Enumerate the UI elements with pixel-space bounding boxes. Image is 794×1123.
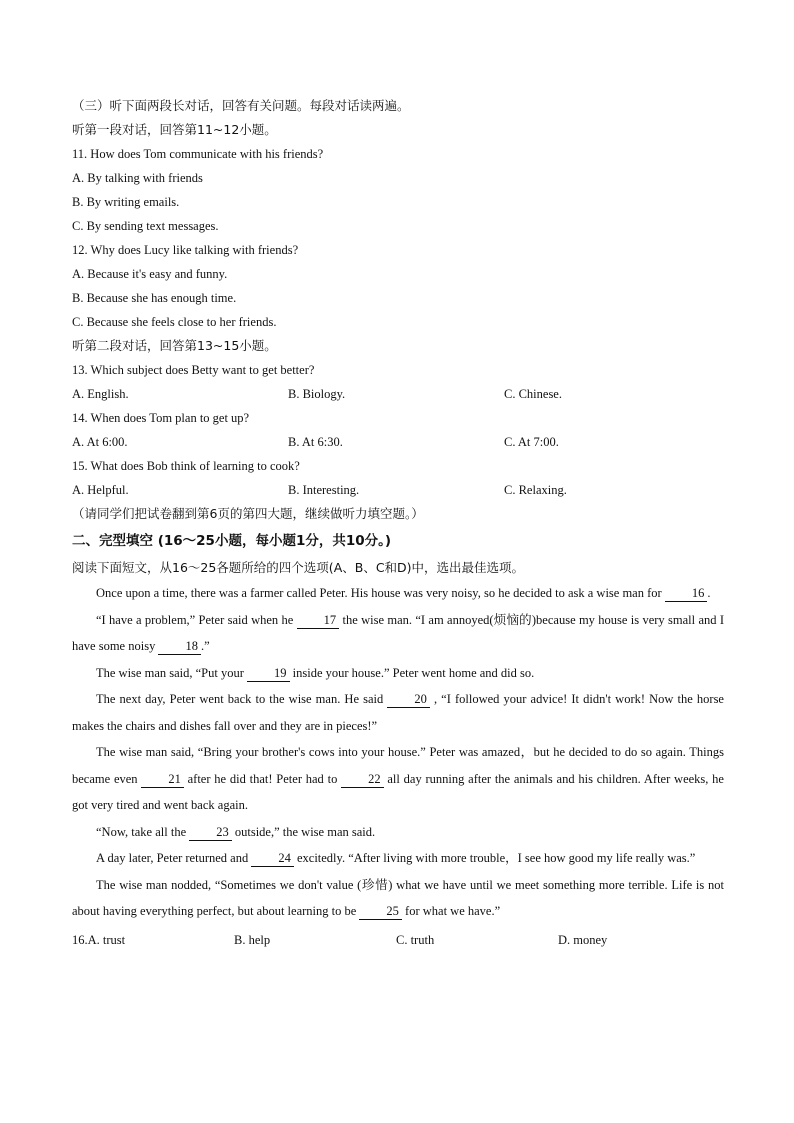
blank-22: 22 (341, 771, 384, 788)
paragraph-text: all day running after the animals and his children. After weeks, he got very tired and went back again. (72, 771, 724, 812)
q14-option-b: B. At 6:30. (288, 435, 343, 449)
q15-stem: 15. What does Bob think of learning to cook? (72, 459, 300, 473)
paragraph-text: The wise man said, “Bring your brother's cows into your house.” Peter was amazed，but he decided to do so again. Things became even (72, 745, 724, 786)
q16-options (72, 927, 724, 953)
paragraph-text: .” (200, 639, 210, 653)
q13-stem: 13. Which subject does Betty want to get better? (72, 363, 315, 377)
blank-16: 16 (665, 585, 708, 602)
q11-option-a: A. By talking with friends (72, 171, 203, 185)
q14-options (72, 430, 724, 454)
paragraph-text: outside,” the wise man said. (231, 824, 376, 839)
section3-title: （三）听下面两段长对话，回答有关问题。每段对话读两遍。 (72, 98, 410, 113)
paragraph-text: “Now, take all the (96, 824, 190, 839)
q12-option-a: A. Because it's easy and funny. (72, 267, 228, 281)
blank-25: 25 (359, 903, 402, 920)
paragraph-text: after he did that! Peter had to (183, 771, 342, 786)
cloze-paragraph-7 (72, 845, 724, 872)
blank-24: 24 (251, 850, 294, 867)
paragraph-text: Once upon a time, there was a farmer called Peter. His house was very noisy, so he decided to ask a wise man for (96, 586, 665, 600)
q16-option-c: C. truth (396, 932, 435, 947)
q15-option-b: B. Interesting. (288, 483, 360, 497)
q13-options (72, 382, 724, 406)
q14-stem: 14. When does Tom plan to get up? (72, 411, 250, 425)
cloze-paragraph-6 (72, 819, 724, 846)
q16-option-d: D. money (558, 932, 608, 947)
blank-18: 18 (158, 638, 201, 655)
paragraph-text: A day later, Peter returned and (96, 851, 252, 865)
cloze-paragraph-8 (72, 872, 724, 925)
q15-option-c: C. Relaxing. (504, 483, 567, 497)
cloze-title: 二、完型填空 (16～25小题，每小题1分，共10分。) (72, 533, 392, 549)
q15-option-a: A. Helpful. (72, 483, 129, 497)
cloze-paragraph-2 (72, 607, 724, 660)
q12-option-b: B. Because she has enough time. (72, 291, 237, 305)
q12-stem: 12. Why does Lucy like talking with friends? (72, 243, 299, 257)
q15-options (72, 478, 724, 502)
q16-option-a: 16.A. trust (72, 932, 126, 947)
cloze-instruction: 阅读下面短文，从16～25各题所给的四个选项(A、B、C和D)中，选出最佳选项。 (72, 560, 525, 575)
cloze-paragraph-4 (72, 686, 724, 739)
q13-option-c: C. Chinese. (504, 387, 562, 401)
blank-20: 20 (387, 691, 430, 708)
dialog1-intro: 听第一段对话，回答第11~12小题。 (72, 122, 277, 137)
exam-page (72, 94, 724, 953)
cloze-paragraph-5 (72, 739, 724, 819)
listening-note: （请同学们把试卷翻到第6页的第四大题，继续做听力填空题。） (72, 506, 424, 521)
paragraph-text: The wise man said, “Put your (96, 665, 248, 680)
blank-19: 19 (247, 665, 290, 682)
q13-option-a: A. English. (72, 387, 129, 401)
q14-option-a: A. At 6:00. (72, 435, 128, 449)
q13-option-b: B. Biology. (288, 387, 346, 401)
paragraph-text: The next day, Peter went back to the wise man. He said (96, 692, 388, 706)
cloze-paragraph-3 (72, 660, 724, 687)
paragraph-text: for what we have.” (401, 904, 501, 918)
blank-17: 17 (297, 612, 340, 629)
paragraph-text: the wise man. “I am annoyed(烦恼的)because my house is very small and I have some noisy (72, 612, 724, 653)
q14-option-c: C. At 7:00. (504, 435, 559, 449)
blank-23: 23 (189, 824, 232, 841)
paragraph-text: The wise man nodded, “Sometimes we don't value (珍惜) what we have until we meet something more terrible. Life is not about having everything perfect, but about learning to be (72, 877, 724, 918)
q12-option-c: C. Because she feels close to her friends. (72, 315, 277, 329)
cloze-paragraph-1 (72, 580, 724, 607)
paragraph-text: excitedly. “After living with more trouble，I see how good my life really was.” (293, 851, 696, 865)
paragraph-text: inside your house.” Peter went home and did so. (289, 665, 535, 680)
paragraph-text: “I have a problem,” Peter said when he (96, 612, 297, 627)
paragraph-text: , “I followed your advice! It didn't work! Now the horse makes the chairs and dishes fall over and they are in pieces!” (72, 692, 724, 733)
q11-option-c: C. By sending text messages. (72, 219, 219, 233)
dialog2-intro: 听第二段对话，回答第13~15小题。 (72, 338, 277, 353)
q16-option-b: B. help (234, 932, 271, 947)
q11-option-b: B. By writing emails. (72, 195, 180, 209)
blank-21: 21 (141, 771, 184, 788)
q11-stem: 11. How does Tom communicate with his friends? (72, 147, 324, 161)
paragraph-text: . (707, 586, 711, 600)
